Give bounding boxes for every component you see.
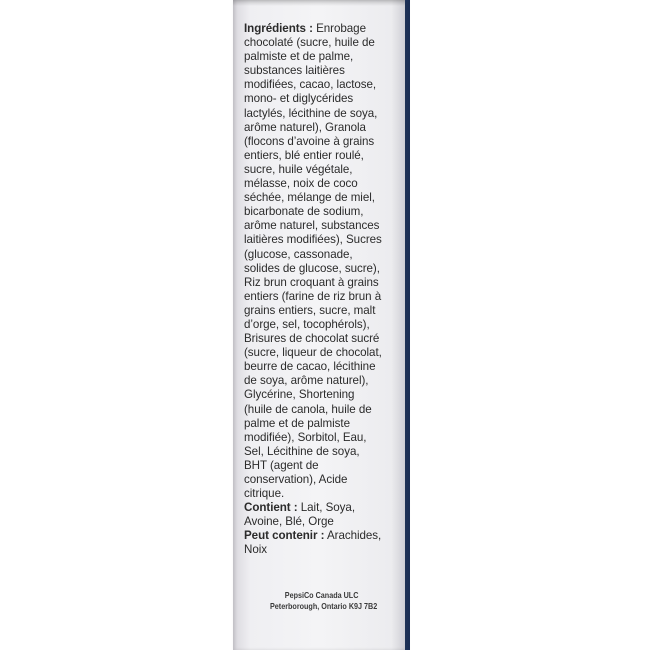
ingredients-line: conservation), Acide	[244, 473, 348, 486]
ingredients-line: citrique.	[244, 487, 285, 501]
ingredients-line: mélasse, noix de coco	[244, 177, 358, 191]
contains-line	[244, 501, 402, 515]
ingredients-line: lactylés, lécithine de soya,	[244, 106, 378, 120]
ingredients-line-text: Enrobage	[312, 22, 366, 35]
may-contain-label: Peut contenir :	[244, 529, 325, 543]
ingredients-line: BHT (agent de	[244, 458, 319, 472]
ingredients-line: palme et de palmiste	[244, 416, 350, 430]
ingredients-line: solides de glucose, sucre),	[244, 261, 380, 275]
ingredients-line: (flocons d’avoine à grains	[244, 134, 375, 148]
ingredients-line: grains entiers, sucre, malt	[244, 303, 376, 317]
company-name: PepsiCo Canada ULC	[284, 590, 359, 600]
ingredients-line: Riz brun croquant à grains	[244, 275, 379, 289]
may-contain-text: Arachides,	[324, 529, 382, 543]
ingredients-line: bicarbonate de sodium,	[244, 205, 364, 219]
ingredients-line: séchée, mélange de miel,	[244, 191, 375, 205]
contains-label: Contient :	[244, 501, 298, 515]
ingredients-line: (glucose, cassonade,	[244, 247, 353, 261]
ingredients-line: Brisures de chocolat sucré	[244, 332, 380, 346]
may-contain-line: Noix	[244, 543, 267, 557]
ingredients-line: beurre de cacao, lécithine	[244, 360, 376, 374]
company-address: Peterborough, Ontario K9J 7B2	[270, 601, 378, 611]
ingredients-text-block	[244, 22, 402, 558]
ingredients-line: de soya, arôme naturel),	[244, 374, 369, 388]
ingredients-line: chocolaté (sucre, huile de	[244, 36, 375, 50]
company-info	[270, 590, 378, 612]
panel-top-shadow	[233, 0, 405, 6]
ingredients-line: modifiée), Sorbitol, Eau,	[244, 430, 367, 444]
ingredients-line: arôme naturel), Granola	[244, 120, 366, 134]
ingredients-line: d’orge, sel, tocophérols),	[244, 317, 370, 331]
ingredients-line: Sel, Lécithine de soya,	[244, 444, 360, 458]
ingredients-line: sucre, huile végétale,	[244, 162, 353, 176]
ingredients-line: entiers, blé entier roulé,	[244, 148, 364, 162]
ingredients-line: substances laitières	[244, 64, 345, 78]
ingredients-line: arôme naturel, substances	[244, 219, 380, 233]
ingredients-line	[244, 22, 402, 36]
ingredients-line: Glycérine, Shortening	[244, 388, 355, 402]
ingredients-line: (huile de canola, huile de	[244, 402, 372, 416]
ingredients-line: mono- et diglycérides	[244, 92, 354, 106]
ingredients-line: (sucre, liqueur de chocolat,	[244, 346, 382, 360]
contains-line: Avoine, Blé, Orge	[244, 515, 334, 529]
ingredients-line: modifiées, cacao, lactose,	[244, 78, 377, 92]
ingredients-label: Ingrédients :	[244, 22, 313, 35]
ingredients-line: laitières modifiées), Sucres	[244, 233, 382, 247]
contains-text: Lait, Soya,	[297, 501, 355, 515]
ingredients-line: entiers (farine de riz brun à	[244, 289, 382, 303]
ingredients-line: palmiste et de palme,	[244, 50, 354, 64]
may-contain-line	[244, 529, 402, 543]
